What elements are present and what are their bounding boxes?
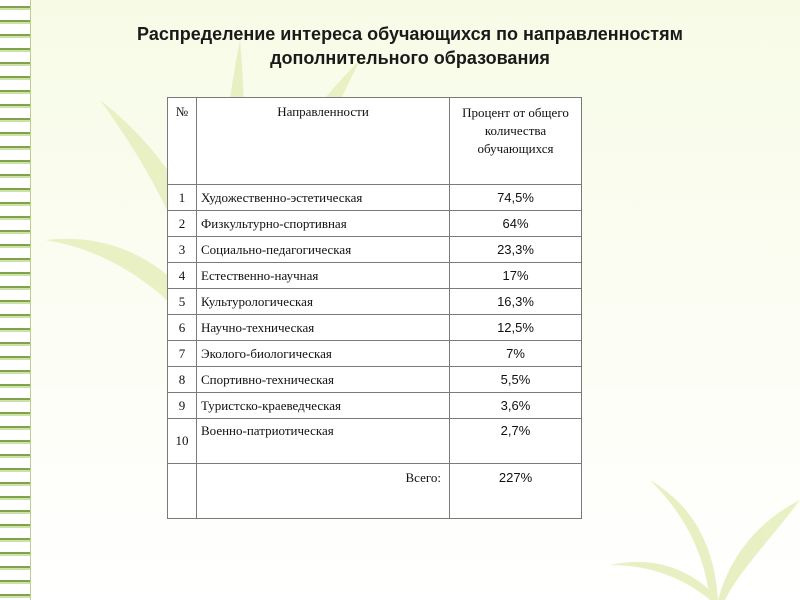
header-number: № — [168, 98, 197, 185]
row-percent: 2,7% — [450, 419, 582, 464]
title-line-1: Распределение интереса обучающихся по направленностям — [137, 24, 683, 44]
row-number: 6 — [168, 315, 197, 341]
table-total-row — [168, 464, 582, 519]
row-percent: 7% — [450, 341, 582, 367]
row-direction: Военно-патриотическая — [197, 419, 450, 464]
row-number: 10 — [168, 419, 197, 464]
table-row — [168, 341, 582, 367]
row-number: 1 — [168, 185, 197, 211]
row-percent: 74,5% — [450, 185, 582, 211]
row-number: 3 — [168, 237, 197, 263]
table-row — [168, 237, 582, 263]
title-line-2: дополнительного образования — [270, 48, 550, 68]
page-title — [40, 22, 780, 70]
row-number: 4 — [168, 263, 197, 289]
row-number: 8 — [168, 367, 197, 393]
row-percent: 3,6% — [450, 393, 582, 419]
row-number: 2 — [168, 211, 197, 237]
row-percent: 23,3% — [450, 237, 582, 263]
row-percent: 16,3% — [450, 289, 582, 315]
row-number: 9 — [168, 393, 197, 419]
table-row — [168, 393, 582, 419]
row-direction: Естественно-научная — [197, 263, 450, 289]
row-direction: Художественно-эстетическая — [197, 185, 450, 211]
row-percent: 17% — [450, 263, 582, 289]
notebook-spiral-binding — [0, 0, 31, 600]
table-row — [168, 185, 582, 211]
distribution-table — [167, 97, 582, 519]
header-direction: Направленности — [197, 98, 450, 185]
row-direction: Научно-техническая — [197, 315, 450, 341]
total-label: Всего: — [197, 464, 450, 519]
row-percent: 12,5% — [450, 315, 582, 341]
row-percent: 64% — [450, 211, 582, 237]
row-direction: Социально-педагогическая — [197, 237, 450, 263]
row-direction: Спортивно-техническая — [197, 367, 450, 393]
row-percent: 5,5% — [450, 367, 582, 393]
table-row — [168, 315, 582, 341]
row-number: 7 — [168, 341, 197, 367]
row-direction: Туристско-краеведческая — [197, 393, 450, 419]
header-percent: Процент от общего количества обучающихся — [450, 98, 582, 185]
row-direction: Эколого-биологическая — [197, 341, 450, 367]
total-value: 227% — [450, 464, 582, 519]
table-row — [168, 211, 582, 237]
table-row — [168, 419, 582, 464]
row-direction: Физкультурно-спортивная — [197, 211, 450, 237]
row-direction: Культурологическая — [197, 289, 450, 315]
table-row — [168, 367, 582, 393]
table-header-row — [168, 98, 582, 185]
row-number: 5 — [168, 289, 197, 315]
hemp-leaf-corner-icon — [610, 470, 800, 600]
table-row — [168, 263, 582, 289]
table-row — [168, 289, 582, 315]
total-empty-cell — [168, 464, 197, 519]
